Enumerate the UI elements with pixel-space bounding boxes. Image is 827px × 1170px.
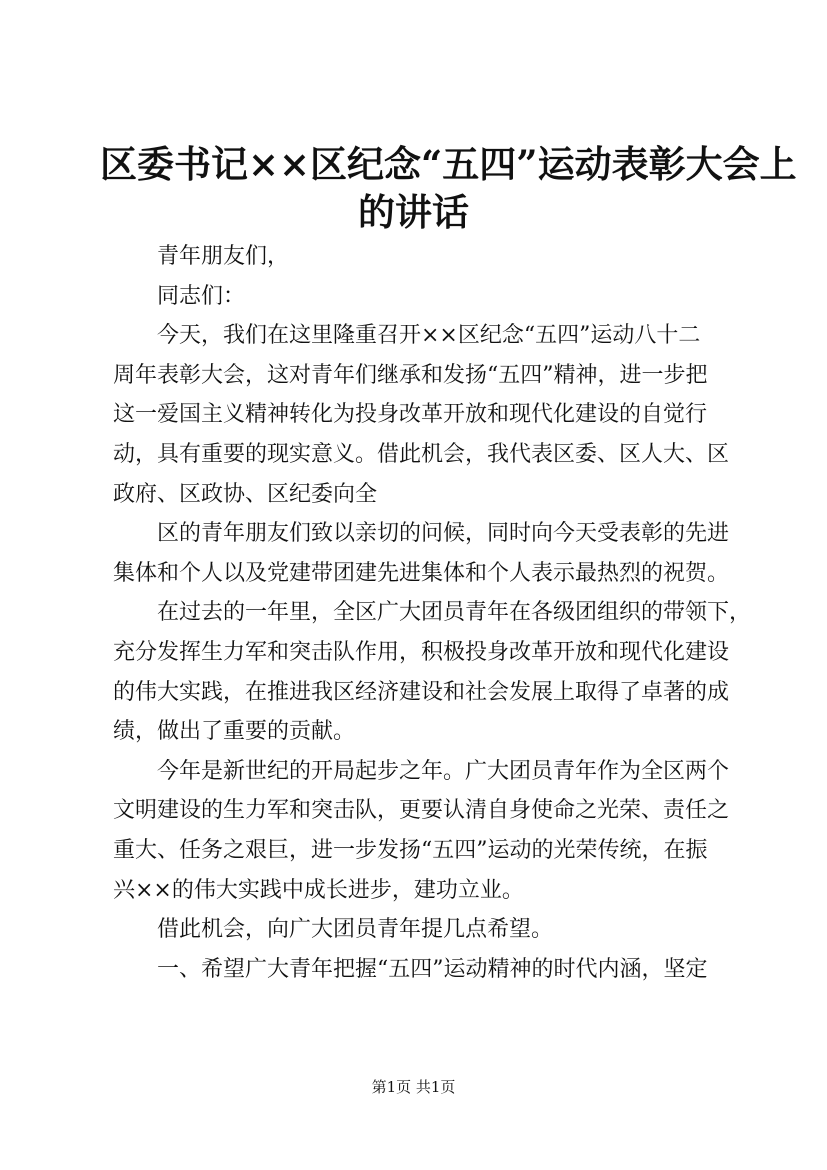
title-line-2: 的讲话 bbox=[358, 190, 469, 234]
paragraph-line: 今年是新世纪的开局起步之年。广大团员青年作为全区两个 bbox=[157, 758, 730, 784]
paragraph-line: 文明建设的生力军和突击队，更要认清自身使命之光荣、责任之 bbox=[113, 798, 730, 824]
paragraph bbox=[113, 316, 743, 514]
paragraph bbox=[113, 593, 752, 751]
paragraph-line: 政府、区政协、区纪委向全 bbox=[113, 481, 378, 507]
page-footer: 第1页 共1页 bbox=[371, 1078, 456, 1096]
paragraph-line: 周年表彰大会，这对青年们继承和发扬“五四”精神，进一步把 bbox=[113, 362, 708, 388]
paragraph bbox=[113, 514, 743, 593]
paragraph-line: 绩，做出了重要的贡献。 bbox=[113, 719, 356, 745]
paragraph-line: 动，具有重要的现实意义。借此机会，我代表区委、区人大、区 bbox=[113, 441, 730, 467]
document-body bbox=[113, 237, 752, 989]
paragraph bbox=[113, 752, 743, 910]
paragraph bbox=[113, 277, 743, 317]
paragraph-line: 青年朋友们， bbox=[157, 244, 290, 269]
paragraph-line: 这一爱国主义精神转化为投身改革开放和现代化建设的自觉行 bbox=[113, 402, 708, 428]
document-title bbox=[100, 140, 797, 236]
paragraph-line: 同志们： bbox=[157, 283, 246, 309]
paragraph-line: 兴××的伟大实践中成长进步，建功立业。 bbox=[113, 877, 524, 903]
paragraph-line: 重大、任务之艰巨，进一步发扬“五四”运动的光荣传统，在振 bbox=[113, 837, 708, 863]
paragraph-line: 充分发挥生力军和突击队作用，积极投身改革开放和现代化建设 bbox=[113, 639, 730, 665]
paragraph bbox=[113, 237, 743, 277]
paragraph-line: 今天，我们在这里隆重召开××区纪念“五四”运动八十二 bbox=[157, 323, 701, 349]
paragraph-line: 区的青年朋友们致以亲切的问候，同时向今天受表彰的先进 bbox=[157, 521, 730, 547]
paragraph bbox=[113, 910, 743, 950]
paragraph-line: 借此机会，向广大团员青年提几点希望。 bbox=[157, 917, 554, 943]
paragraph-line: 一、希望广大青年把握“五四”运动精神的时代内涵，坚定 bbox=[157, 956, 708, 982]
title-line-1: 区委书记××区纪念“五四”运动表彰大会上 bbox=[100, 142, 797, 186]
paragraph bbox=[113, 950, 743, 990]
paragraph-line: 在过去的一年里，全区广大团员青年在各级团组织的带领下， bbox=[157, 600, 752, 626]
paragraph-line: 集体和个人以及党建带团建先进集体和个人表示最热烈的祝贺。 bbox=[113, 560, 730, 586]
paragraph-line: 的伟大实践，在推进我区经济建设和社会发展上取得了卓著的成 bbox=[113, 679, 730, 705]
